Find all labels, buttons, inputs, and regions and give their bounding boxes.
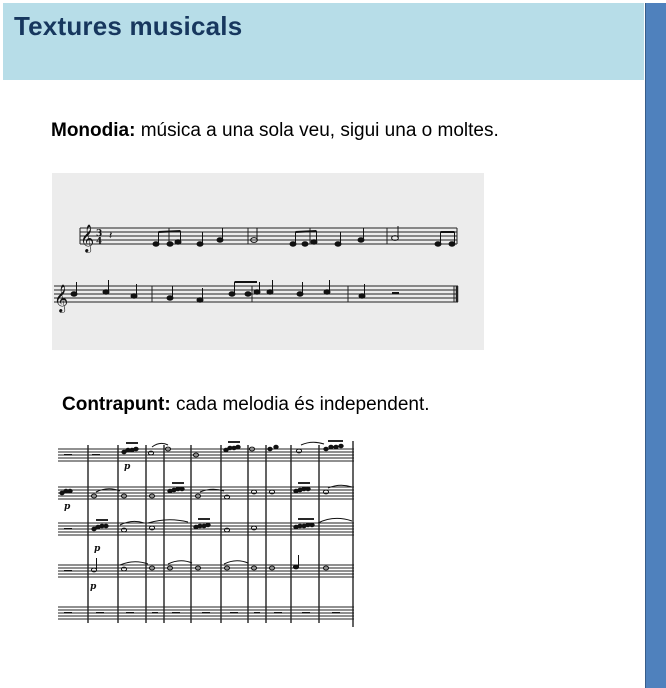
counterpoint-score-image: [56, 437, 356, 629]
dynamic-p-4: p: [90, 582, 97, 592]
dynamic-p-2: p: [64, 502, 71, 512]
contrapunt-definition: cada melodia és independent.: [170, 394, 430, 415]
counterpoint-notes: [60, 441, 352, 614]
contrapunt-term: Contrapunt:: [62, 394, 171, 415]
dynamic-p-1: p: [124, 462, 131, 472]
monodia-term: Monodia:: [51, 120, 136, 141]
meter-bottom: 4: [96, 237, 103, 247]
monody-score-image: [52, 173, 484, 350]
counterpoint-staves: [58, 449, 354, 619]
monody-score-svg: [52, 173, 484, 350]
monodia-definition: música a una sola veu, sigui una o moltes.: [135, 120, 499, 141]
treble-clef-icon-2: 𝄞: [54, 284, 69, 312]
side-decoration-bar: [645, 3, 666, 688]
treble-clef-icon: 𝄞: [80, 224, 95, 252]
svg-text:𝄽: 𝄽: [109, 229, 113, 242]
notes-system-2: [71, 280, 399, 302]
title-bar: [3, 3, 644, 80]
meter-top: 3: [96, 229, 103, 239]
contrapunt-paragraph: [62, 394, 430, 416]
monodia-paragraph: [51, 120, 499, 142]
dynamic-p-3: p: [94, 544, 101, 554]
staff-system-1: [80, 228, 457, 244]
counterpoint-score-svg: [56, 437, 356, 629]
slide-title: Textures musicals: [14, 11, 243, 41]
